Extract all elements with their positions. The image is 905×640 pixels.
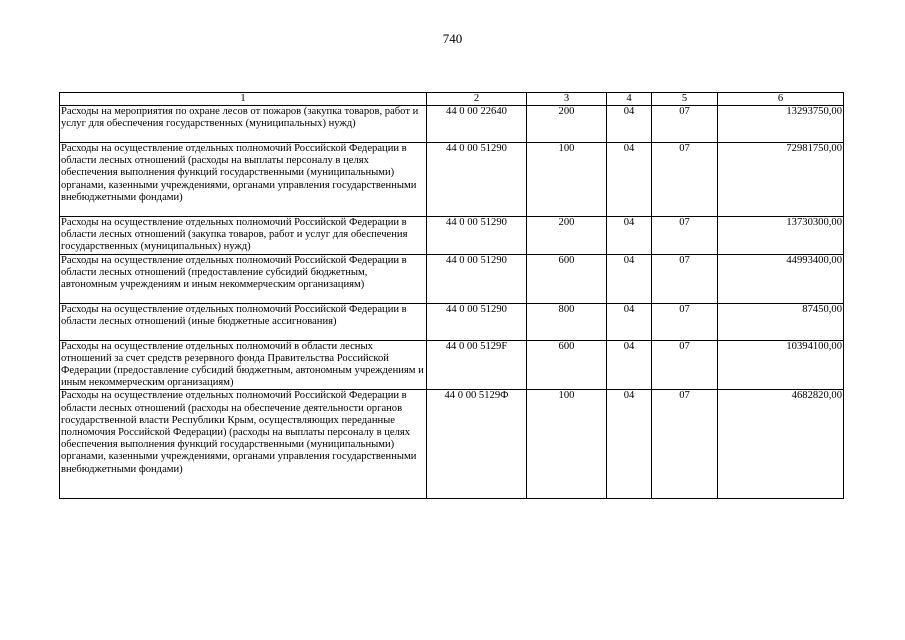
column-header: 1 [60,93,427,106]
header-row [60,93,844,106]
row-description: Расходы на осуществление отдельных полномочий Российской Федерации в области лесных отношений (расходы на выплаты персоналу в целях обеспечения выполнения функций государственными (муниципальными) органами, казенными учреждениями, органами управления государственными внебюджетными фондами) [60,143,427,217]
table-row [60,106,844,143]
table-row [60,217,844,255]
row-code: 44 0 00 51290 [427,254,527,303]
row-code: 44 0 00 5129Ф [427,390,527,499]
table-row [60,143,844,217]
row-description: Расходы на осуществление отдельных полномочий Российской Федерации в области лесных отношений (иные бюджетные ассигнования) [60,303,427,340]
column-header: 6 [718,93,844,106]
row-code: 44 0 00 5129F [427,340,527,390]
row-amount: 10394100,00 [718,340,844,390]
row-subsection: 07 [652,143,718,217]
budget-table [59,92,844,499]
row-section: 04 [607,303,652,340]
row-expense-type: 800 [527,303,607,340]
row-amount: 87450,00 [718,303,844,340]
row-description: Расходы на осуществление отдельных полномочий Российской Федерации в области лесных отношений (расходы на обеспечение деятельности органов государственной власти Республики Крым, осуществляющих переданные полномочия Российской Федерации) (расходы на выплаты персоналу в целях обеспечения выполнения функций государственными (муниципальными) органами, казенными учреждениями, органами управления государственными внебюджетными фондами) [60,390,427,499]
row-code: 44 0 00 51290 [427,217,527,255]
row-description: Расходы на мероприятия по охране лесов от пожаров (закупка товаров, работ и услуг для обеспечения государственных (муниципальных) нужд) [60,106,427,143]
row-expense-type: 100 [527,390,607,499]
row-section: 04 [607,340,652,390]
row-subsection: 07 [652,303,718,340]
row-description: Расходы на осуществление отдельных полномочий в области лесных отношений за счет средств резервного фонда Правительства Российской Федерации (предоставление субсидий бюджетным, автономным учреждениям и иным некоммерческим организациям) [60,340,427,390]
row-amount: 13293750,00 [718,106,844,143]
column-header: 5 [652,93,718,106]
row-description: Расходы на осуществление отдельных полномочий Российской Федерации в области лесных отношений (предоставление субсидий бюджетным, автономным учреждениям и иным некоммерческим организациям) [60,254,427,303]
row-amount: 44993400,00 [718,254,844,303]
table-row [60,303,844,340]
row-section: 04 [607,390,652,499]
row-amount: 4682820,00 [718,390,844,499]
column-header: 3 [527,93,607,106]
row-code: 44 0 00 22640 [427,106,527,143]
column-header: 2 [427,93,527,106]
row-code: 44 0 00 51290 [427,143,527,217]
table-row [60,254,844,303]
page-number: 740 [442,31,463,46]
column-header: 4 [607,93,652,106]
row-amount: 13730300,00 [718,217,844,255]
row-subsection: 07 [652,340,718,390]
row-expense-type: 200 [527,106,607,143]
row-subsection: 07 [652,254,718,303]
row-subsection: 07 [652,390,718,499]
row-subsection: 07 [652,106,718,143]
row-expense-type: 600 [527,340,607,390]
table-row [60,390,844,499]
row-subsection: 07 [652,217,718,255]
row-amount: 72981750,00 [718,143,844,217]
row-code: 44 0 00 51290 [427,303,527,340]
row-section: 04 [607,217,652,255]
row-expense-type: 100 [527,143,607,217]
row-description: Расходы на осуществление отдельных полномочий Российской Федерации в области лесных отношений (закупка товаров, работ и услуг для обеспечения государственных (муниципальных) нужд) [60,217,427,255]
row-expense-type: 600 [527,254,607,303]
row-section: 04 [607,106,652,143]
row-section: 04 [607,143,652,217]
row-expense-type: 200 [527,217,607,255]
table-row [60,340,844,390]
row-section: 04 [607,254,652,303]
